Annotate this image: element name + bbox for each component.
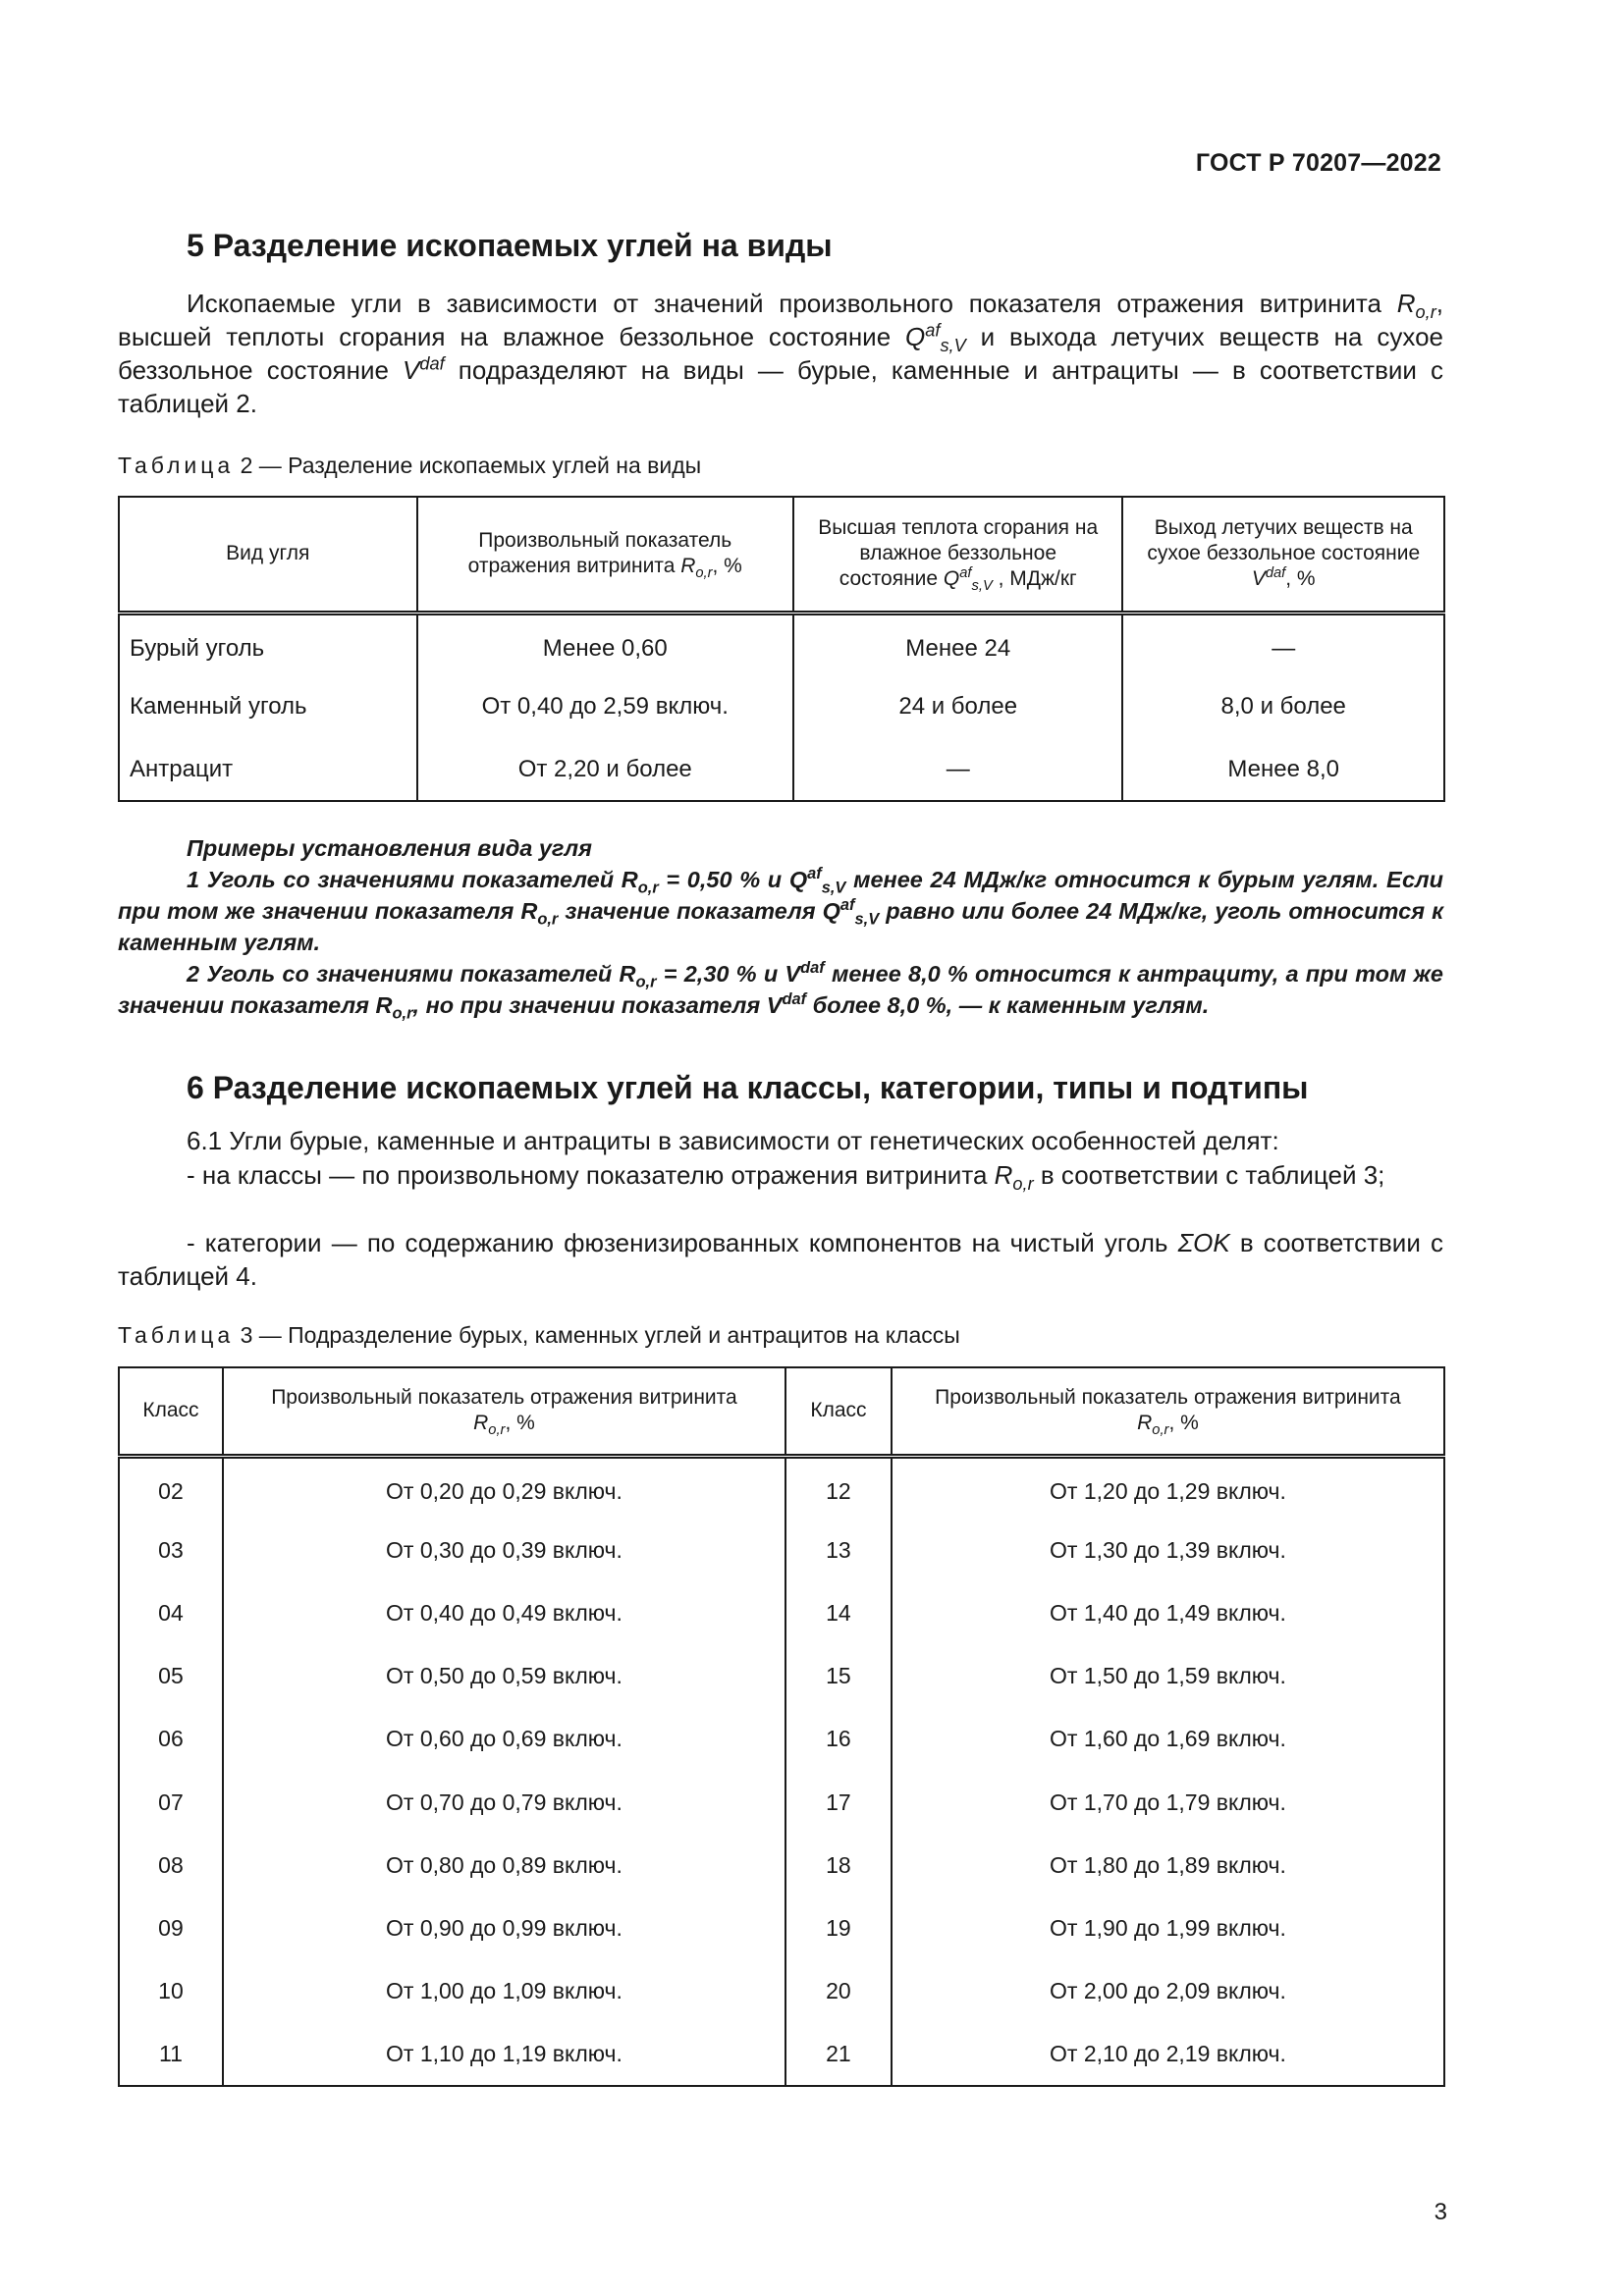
table-cell: 12 (785, 1456, 892, 1519)
table-cell: 03 (119, 1519, 223, 1581)
table-cell: 14 (785, 1581, 892, 1644)
table-row (119, 675, 1444, 738)
table-cell: От 1,30 до 1,39 включ. (892, 1519, 1444, 1581)
table-cell: От 1,20 до 1,29 включ. (892, 1456, 1444, 1519)
table-row (119, 1708, 1444, 1771)
table-2-header-kind: Вид угля (119, 497, 417, 613)
table-2-header-reflectance: Произвольный показатель отражения витринита $R_{o,r}$, % (417, 497, 793, 613)
table-cell: 24 и более (793, 675, 1122, 738)
table-row (119, 1771, 1444, 1834)
table-cell: 15 (785, 1645, 892, 1708)
table-cell: От 2,20 и более (417, 738, 793, 801)
table-cell: От 0,50 до 0,59 включ. (223, 1645, 785, 1708)
table-cell: 13 (785, 1519, 892, 1581)
table-row (119, 1519, 1444, 1581)
table-cell: 18 (785, 1834, 892, 1896)
table-cell: От 0,90 до 0,99 включ. (223, 1896, 785, 1959)
table-cell: От 1,40 до 1,49 включ. (892, 1581, 1444, 1644)
table-cell: 20 (785, 1960, 892, 2023)
table-cell: От 1,90 до 1,99 включ. (892, 1896, 1444, 1959)
section-6-p2: - на классы — по произвольному показателю отражения витринита $R_{o,r}$ в соответствии с таблицей 3; (187, 1160, 1385, 1195)
table-cell: 04 (119, 1581, 223, 1644)
section-5-intro: Ископаемые угли в зависимости от значений произвольного показателя отражения витринита $R_{o,r}$, высшей теплоты сгорания на влажное беззольное состояние $Q^{af}_{s,V}$ и выхода летучих веществ на сухое беззольное состояние $V^{daf}$ подразделяют на виды — бурые, каменные и антрациты — в соответствии с таблицей 2. (118, 289, 1443, 418)
table-cell: 16 (785, 1708, 892, 1771)
table-3-header-index-left: Произвольный показатель отражения витринита $R_{o,r}$, % (223, 1367, 785, 1456)
table-cell: Бурый уголь (119, 613, 417, 675)
table-cell: 06 (119, 1708, 223, 1771)
table-row (119, 1581, 1444, 1644)
table-row (119, 738, 1444, 801)
table-2-coal-kinds (118, 496, 1445, 802)
table-cell: 09 (119, 1896, 223, 1959)
table-cell: 08 (119, 1834, 223, 1896)
table-cell: От 0,60 до 0,69 включ. (223, 1708, 785, 1771)
table-2-caption: Таблица 2 — Разделение ископаемых углей на виды (118, 453, 702, 478)
example-2: 2 Уголь со значениями показателей $R_{o,r} = 2,30$ % и $V^{daf}$ менее 8,0 % относится к антрациту, а при том же значении показателя $R_{o,r}$, но при значении показателя $V^{daf}$ более 8,0 %, — к каменным углям. (118, 959, 1444, 1023)
table-3-header-index-right: Произвольный показатель отражения витринита $R_{o,r}$, % (892, 1367, 1444, 1456)
section-6-p3: - категории — по содержанию фюзенизированных компонентов на чистый уголь ΣOK в соответствии с таблицей 4. (118, 1228, 1443, 1291)
table-cell: 17 (785, 1771, 892, 1834)
table-cell: От 0,40 до 2,59 включ. (417, 675, 793, 738)
table-cell: Каменный уголь (119, 675, 417, 738)
table-cell: От 1,10 до 1,19 включ. (223, 2023, 785, 2086)
table-cell: 07 (119, 1771, 223, 1834)
table-cell: От 2,10 до 2,19 включ. (892, 2023, 1444, 2086)
document-id: ГОСТ Р 70207—2022 (1195, 149, 1441, 177)
table-row (119, 613, 1444, 675)
example-1: 1 Уголь со значениями показателей $R_{o,r} = 0,50$ % и $Q^{af}_{s,V}$ менее 24 МДж/кг относится к бурым углям. Если при том же значении показателя $R_{o,r}$ значение показателя $Q^{af}_{s,V}$ равно или более 24 МДж/кг, уголь относится к каменным углям. (118, 865, 1443, 955)
section-6-title: 6 Разделение ископаемых углей на классы, категории, типы и подтипы (187, 1070, 1309, 1105)
table-row (119, 1645, 1444, 1708)
table-cell: От 0,30 до 0,39 включ. (223, 1519, 785, 1581)
table-cell: 8,0 и более (1122, 675, 1444, 738)
table-row (119, 1896, 1444, 1959)
examples-block (118, 832, 1443, 1021)
examples-title: Примеры установления вида угля (187, 835, 592, 861)
table-cell: 10 (119, 1960, 223, 2023)
section-6-p1: 6.1 Угли бурые, каменные и антрациты в зависимости от генетических особенностей делят: (187, 1126, 1279, 1155)
table-row (119, 1456, 1444, 1519)
table-3-coal-classes (118, 1366, 1445, 2087)
table-row (119, 1834, 1444, 1896)
table-row (119, 1960, 1444, 2023)
table-cell: Менее 24 (793, 613, 1122, 675)
table-cell: От 1,00 до 1,09 включ. (223, 1960, 785, 2023)
section-5-title: 5 Разделение ископаемых углей на виды (187, 228, 833, 263)
table-cell: От 0,70 до 0,79 включ. (223, 1771, 785, 1834)
table-cell: От 0,80 до 0,89 включ. (223, 1834, 785, 1896)
table-2-header-heat: Высшая теплота сгорания на влажное беззольное состояние $Q^{af}_{s,V}$ , МДж/кг (793, 497, 1122, 613)
table-row (119, 2023, 1444, 2086)
table-cell: От 1,80 до 1,89 включ. (892, 1834, 1444, 1896)
table-cell: От 1,50 до 1,59 включ. (892, 1645, 1444, 1708)
table-cell: — (1122, 613, 1444, 675)
table-3-header-class-right: Класс (785, 1367, 892, 1456)
table-cell: Менее 8,0 (1122, 738, 1444, 801)
table-cell: От 1,60 до 1,69 включ. (892, 1708, 1444, 1771)
table-cell: 19 (785, 1896, 892, 1959)
table-3-header-class-left: Класс (119, 1367, 223, 1456)
table-cell: 11 (119, 2023, 223, 2086)
table-cell: От 1,70 до 1,79 включ. (892, 1771, 1444, 1834)
table-cell: От 0,20 до 0,29 включ. (223, 1456, 785, 1519)
table-cell: Антрацит (119, 738, 417, 801)
table-cell: — (793, 738, 1122, 801)
table-cell: 21 (785, 2023, 892, 2086)
table-2-header-volatiles: Выход летучих веществ на сухое беззольное состояние $V^{daf}$, % (1122, 497, 1444, 613)
table-cell: Менее 0,60 (417, 613, 793, 675)
table-cell: От 2,00 до 2,09 включ. (892, 1960, 1444, 2023)
table-3-caption: Таблица 3 — Подразделение бурых, каменных углей и антрацитов на классы (118, 1322, 960, 1348)
table-cell: 02 (119, 1456, 223, 1519)
page-number: 3 (1434, 2199, 1447, 2225)
table-cell: От 0,40 до 0,49 включ. (223, 1581, 785, 1644)
table-cell: 05 (119, 1645, 223, 1708)
